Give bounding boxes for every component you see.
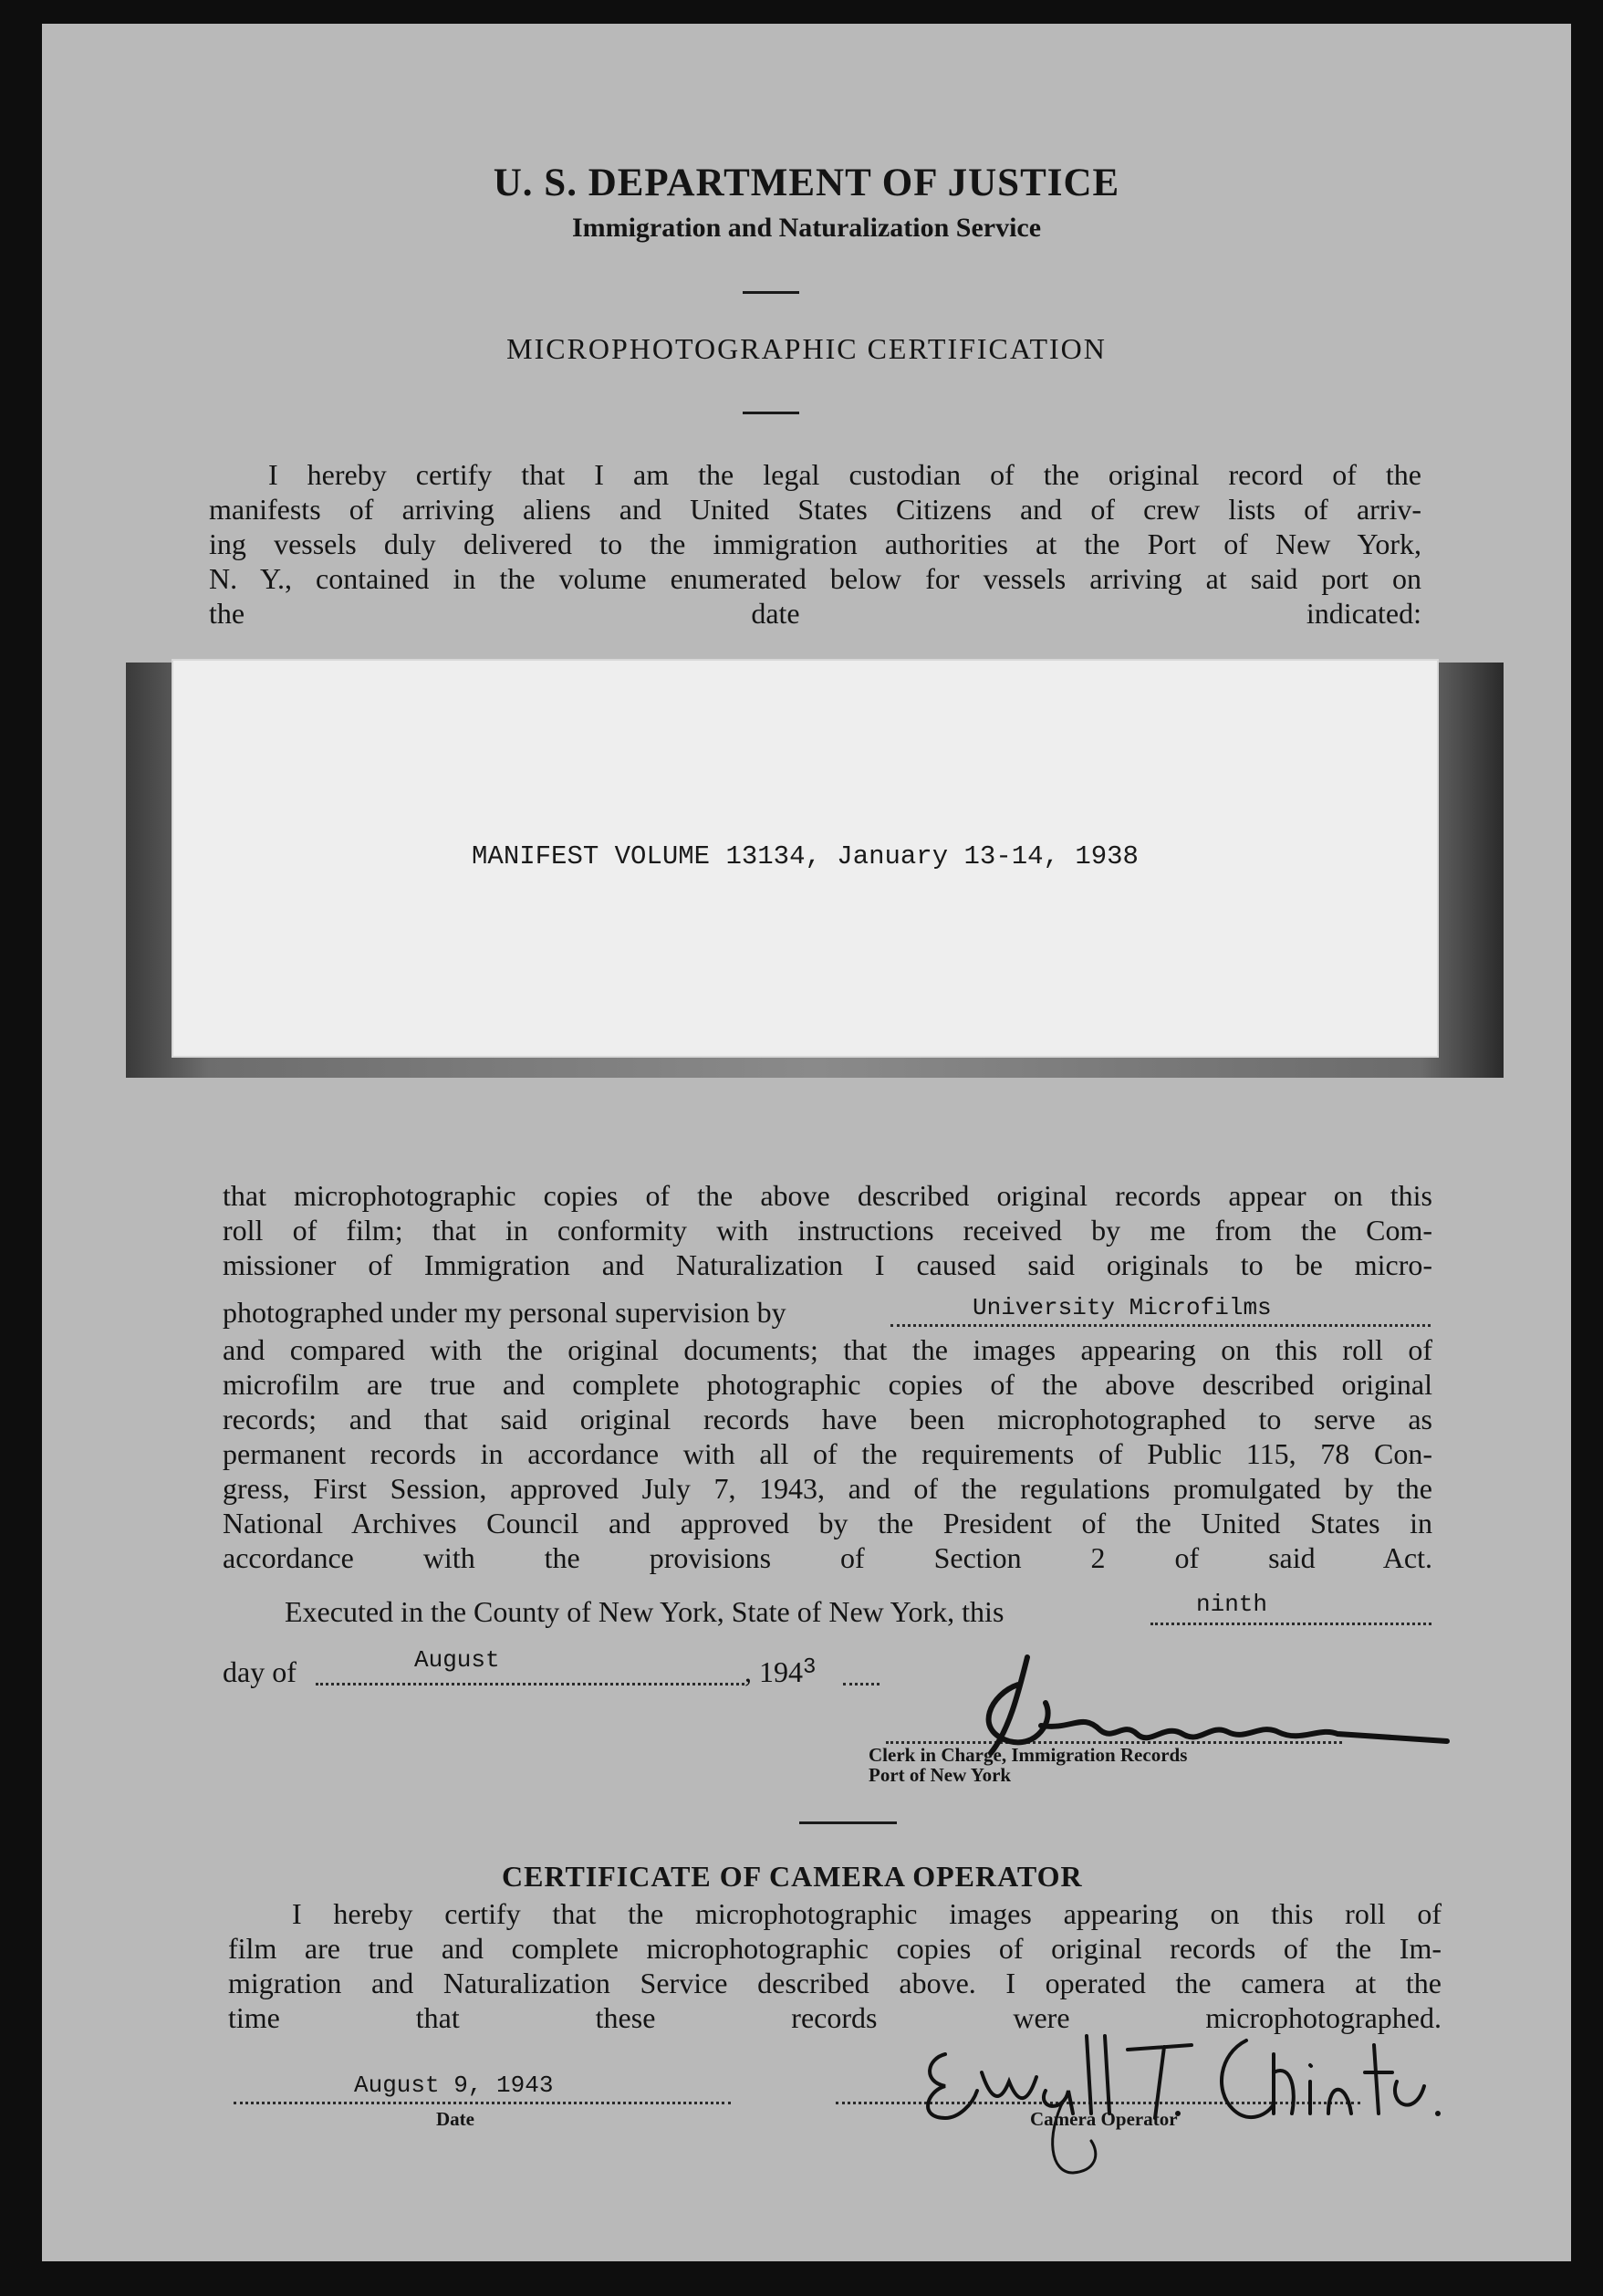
certification-title: MICROPHOTOGRAPHIC CERTIFICATION [506,332,1107,365]
month-value: August [414,1646,500,1674]
paragraph-line: permanent records in accordance with all of the requirements of Public 115, 78 Con- [223,1437,1432,1470]
day-of-label: day of [223,1655,297,1688]
paragraph-line: records; and that said original records have been microphotographed to serve as [223,1403,1432,1435]
dotted-fill-line [843,1683,880,1685]
microfilm-company-value: University Microfilms [973,1294,1272,1321]
service-subheading: Immigration and Naturalization Service [571,213,1042,243]
body-paragraph-continued [223,1332,1432,1575]
paragraph-line: gress, First Session, approved July 7, 1943, and of the regulations promulgated by the [223,1472,1432,1505]
paragraph-line: roll of film; that in conformity with instructions received by me from the Com- [223,1214,1432,1247]
dotted-date-line [234,2102,731,2104]
year-prefix: , 194 [744,1655,803,1688]
date-label: Date [436,2108,474,2130]
dotted-fill-line [890,1324,1431,1327]
paragraph-line: film are true and complete microphotographic copies of original records of the Im- [228,1932,1442,1965]
divider-rule [743,291,799,294]
paragraph-line: I hereby certify that the microphotographic images appearing on this roll of [292,1897,1442,1930]
year-label [744,1655,816,1689]
executed-label: Executed in the County of New York, State of New York, this [285,1595,1004,1628]
paragraph-line: National Archives Council and approved by the President of the United States in [223,1507,1432,1539]
clerk-location: Port of New York [869,1764,1012,1786]
dotted-fill-line [1150,1623,1431,1625]
divider-rule [743,412,799,414]
date-value: August 9, 1943 [354,2072,554,2099]
paragraph-line: accordance with the provisions of Section 2 of said Act. [223,1541,1432,1574]
paragraph-line: missioner of Immigration and Naturalization I caused said originals to be micro- [223,1248,1432,1281]
camera-certificate-title: CERTIFICATE OF CAMERA OPERATOR [502,1860,1083,1893]
manifest-volume-text: MANIFEST VOLUME 13134, January 13-14, 1938 [472,841,1139,871]
dotted-fill-line [316,1683,744,1685]
day-value: ninth [1196,1591,1268,1618]
manifest-insert-card [172,659,1439,1058]
divider-rule [799,1821,897,1824]
paragraph-line: that microphotographic copies of the above described original records appear on this [223,1179,1432,1212]
clerk-title: Clerk in Charge, Immigration Records [869,1744,1188,1766]
paragraph-line: the date indicated: [209,597,1421,630]
paragraph-line: manifests of arriving aliens and United States Citizens and of crew lists of arriv- [209,493,1421,526]
paragraph-line: N. Y., contained in the volume enumerated below for vessels arriving at said port on [209,562,1421,595]
year-digit: 3 [803,1655,817,1680]
paragraph-line: microfilm are true and complete photographic copies of the above described original [223,1368,1432,1401]
paragraph-line: ing vessels duly delivered to the immigration authorities at the Port of New York, [209,527,1421,560]
paragraph-line: migration and Naturalization Service described above. I operated the camera at the [228,1967,1442,1999]
paragraph-line: time that these records were microphotographed. [228,2001,1442,2034]
body-paragraph [223,1178,1432,1282]
paragraph-line: I hereby certify that I am the legal custodian of the original record of the [268,458,1421,491]
certificate-page [42,24,1571,2261]
paragraph-line: and compared with the original documents; that the images appearing on this roll of [223,1333,1432,1366]
camera-paragraph [228,1896,1442,2035]
intro-paragraph [209,457,1421,631]
department-heading: U. S. DEPARTMENT OF JUSTICE [493,162,1120,204]
operator-label: Camera Operator [1030,2108,1178,2130]
photographed-by-label: photographed under my personal supervision by [223,1296,786,1329]
